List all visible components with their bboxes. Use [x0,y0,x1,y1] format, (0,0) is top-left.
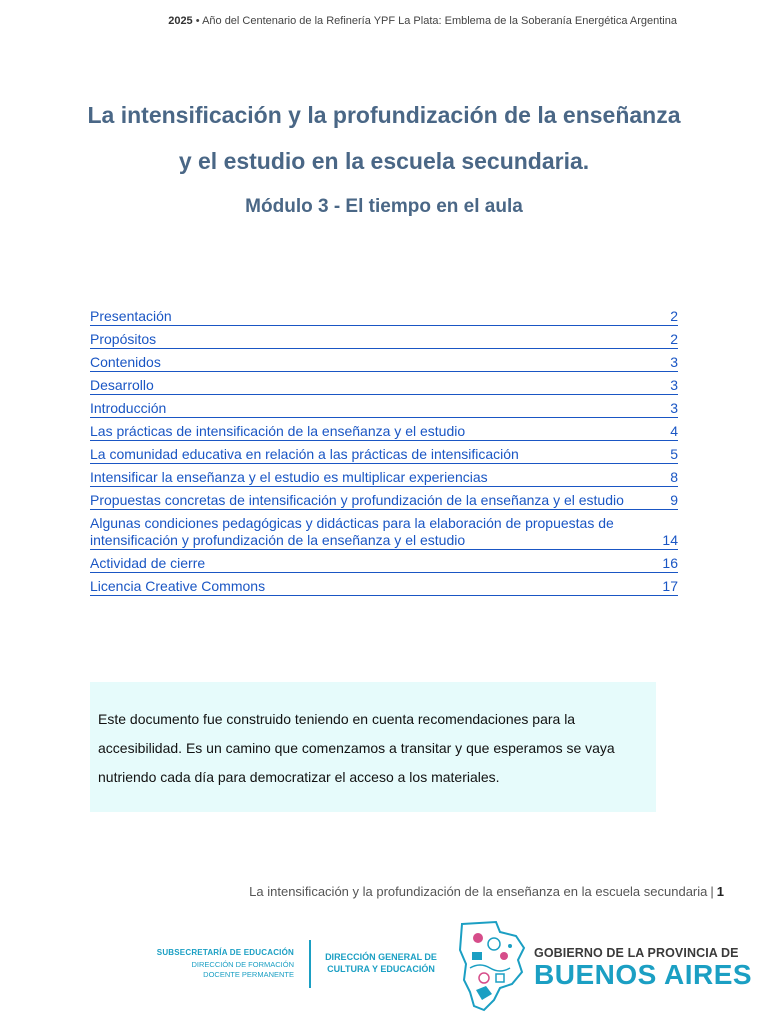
direccion-formacion-line-1: DIRECCIÓN DE FORMACIÓN [191,960,294,969]
toc-entry[interactable] [90,510,678,550]
toc-entry-label: Contenidos [90,354,161,370]
toc-entry[interactable] [90,326,678,349]
header-motto [37,15,677,27]
toc-entry-label: Introducción [90,400,167,416]
toc-entry-page: 2 [670,308,678,324]
module-title: Módulo 3 - El tiempo en el aula [245,196,523,217]
government-logo [534,946,752,990]
toc-entry-label: Propuestas concretas de intensificación y profundización de la enseñanza y el estudio [90,492,624,508]
toc-entry-page: 14 [662,532,678,548]
direccion-general-line-2: CULTURA Y EDUCACIÓN [327,964,435,974]
direccion-general-logo [320,951,442,975]
toc-entry-page: 3 [670,400,678,416]
toc-entry-page: 16 [662,555,678,571]
running-footer-title: La intensificación y la profundización de la enseñanza en la escuela secundaria [249,884,708,899]
toc-entry-label: Licencia Creative Commons [90,578,266,594]
toc-entry-label: Algunas condiciones pedagógicas y didácticas para la elaboración de propuestas de intensificación y profundización de la enseñanza y el estudio [90,515,614,548]
toc-entry[interactable] [90,349,678,372]
subsecretaria-label: SUBSECRETARÍA DE EDUCACIÓN [156,948,294,957]
toc-entry-page: 3 [670,377,678,393]
accessibility-note-text: Este documento fue construido teniendo en cuenta recomendaciones para la accesibilidad. Es un camino que comenzamos a transitar y que esperamos se vaya nutriendo cada día para democratizar el acceso a los materiales. [98,711,615,785]
direccion-general-line-1: DIRECCIÓN GENERAL DE [325,952,437,962]
toc-entry[interactable] [90,441,678,464]
toc-entry-label: Las prácticas de intensificación de la enseñanza y el estudio [90,423,466,439]
toc-entry[interactable] [90,487,678,510]
toc-entry[interactable] [90,303,678,326]
document-title-line-2: y el estudio en la escuela secundaria. [178,148,590,174]
running-footer-separator: | [710,884,714,899]
toc-entry-label: Actividad de cierre [90,555,206,571]
document-title-line-1: La intensificación y la profundización de la enseñanza [87,102,681,128]
toc-entry-page: 17 [662,578,678,594]
toc-entry-label: Propósitos [90,331,157,347]
toc-entry[interactable] [90,464,678,487]
footer-divider [309,940,311,988]
document-title [60,92,708,184]
province-map-emblem-icon [456,918,528,1014]
subsecretaria-logo [130,948,294,980]
toc-entry-page: 9 [670,492,678,508]
table-of-contents [90,303,678,596]
toc-entry-page: 2 [670,331,678,347]
direccion-formacion-line-2: DOCENTE PERMANENTE [203,970,294,979]
toc-entry-label: Intensificar la enseñanza y el estudio es multiplicar experiencias [90,469,488,485]
toc-entry[interactable] [90,418,678,441]
toc-entry[interactable] [90,372,678,395]
toc-entry-label: Desarrollo [90,377,154,393]
toc-entry-page: 4 [670,423,678,439]
running-footer [249,884,724,899]
header-motto-text: Año del Centenario de la Refinería YPF La Plata: Emblema de la Soberanía Energética Argentina [202,15,677,27]
accessibility-note [90,682,656,812]
page-number: 1 [716,884,724,899]
toc-entry-page: 8 [670,469,678,485]
toc-entry-label: Presentación [90,308,172,324]
toc-entry[interactable] [90,550,678,573]
header-year: 2025 [168,15,193,27]
toc-entry-label: La comunidad educativa en relación a las prácticas de intensificación [90,446,519,462]
toc-entry-page: 3 [670,354,678,370]
header-bullet: • [195,15,200,27]
toc-entry[interactable] [90,573,678,596]
gobierno-label: GOBIERNO DE LA PROVINCIA DE [534,946,739,960]
buenos-aires-label: BUENOS AIRES [534,959,753,990]
toc-entry-page: 5 [670,446,678,462]
toc-entry[interactable] [90,395,678,418]
